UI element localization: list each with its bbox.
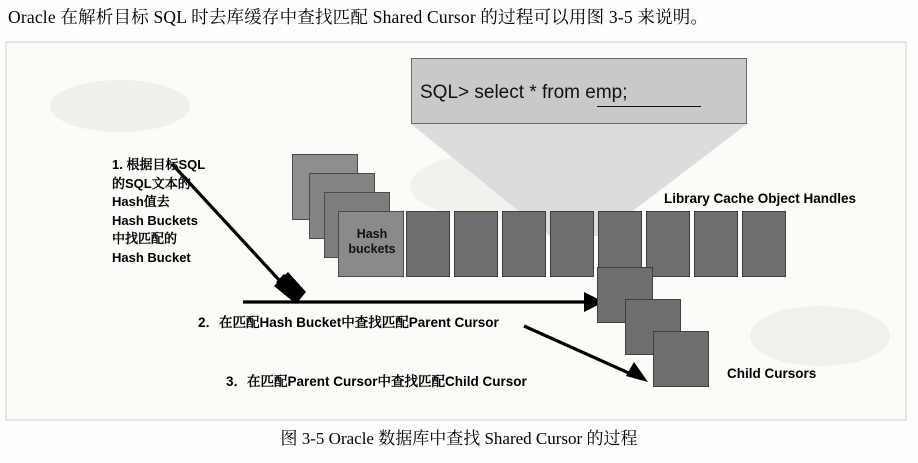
step-3-text: 3．在匹配Parent Cursor中查找匹配Child Cursor (226, 374, 527, 389)
hash-buckets-label (342, 227, 402, 257)
sql-underline (597, 106, 701, 107)
figure-shared-cursor-lookup (0, 36, 918, 426)
child-cursors-label: Child Cursors (727, 366, 817, 381)
child-cursor-box (653, 331, 709, 387)
sql-statement-text: SQL> select * from emp; (420, 82, 628, 103)
library-cache-handle-box (502, 211, 546, 277)
step-1-line: Hash Buckets (112, 212, 198, 228)
hash-buckets-label-line2: buckets (348, 242, 396, 256)
step-2-text: 2．在匹配Hash Bucket中查找匹配Parent Cursor (198, 315, 499, 330)
step-1-line: Hash值去 (112, 194, 170, 209)
step-1-line: 中找匹配的 (112, 231, 178, 246)
step-1-line: 的SQL文本的 (112, 175, 191, 191)
library-cache-handle-box (406, 211, 450, 277)
step-1-line: 1. 根据目标SQL (112, 157, 206, 172)
step-1-text (112, 156, 272, 267)
library-cache-handles-label: Library Cache Object Handles (664, 191, 857, 206)
step-1-line: Hash Bucket (112, 249, 191, 265)
hash-buckets-label-line1: Hash (356, 227, 388, 241)
figure-caption: 图 3-5 Oracle 数据库中查找 Shared Cursor 的过程 (280, 429, 638, 448)
library-cache-handle-box (742, 211, 786, 277)
library-cache-handle-box (550, 211, 594, 277)
library-cache-handle-box (454, 211, 498, 277)
intro-paragraph: Oracle 在解析目标 SQL 时去库缓存中查找匹配 Shared Cursor 的过程可以用图 3-5 来说明。 (8, 7, 709, 27)
library-cache-handle-box (694, 211, 738, 277)
